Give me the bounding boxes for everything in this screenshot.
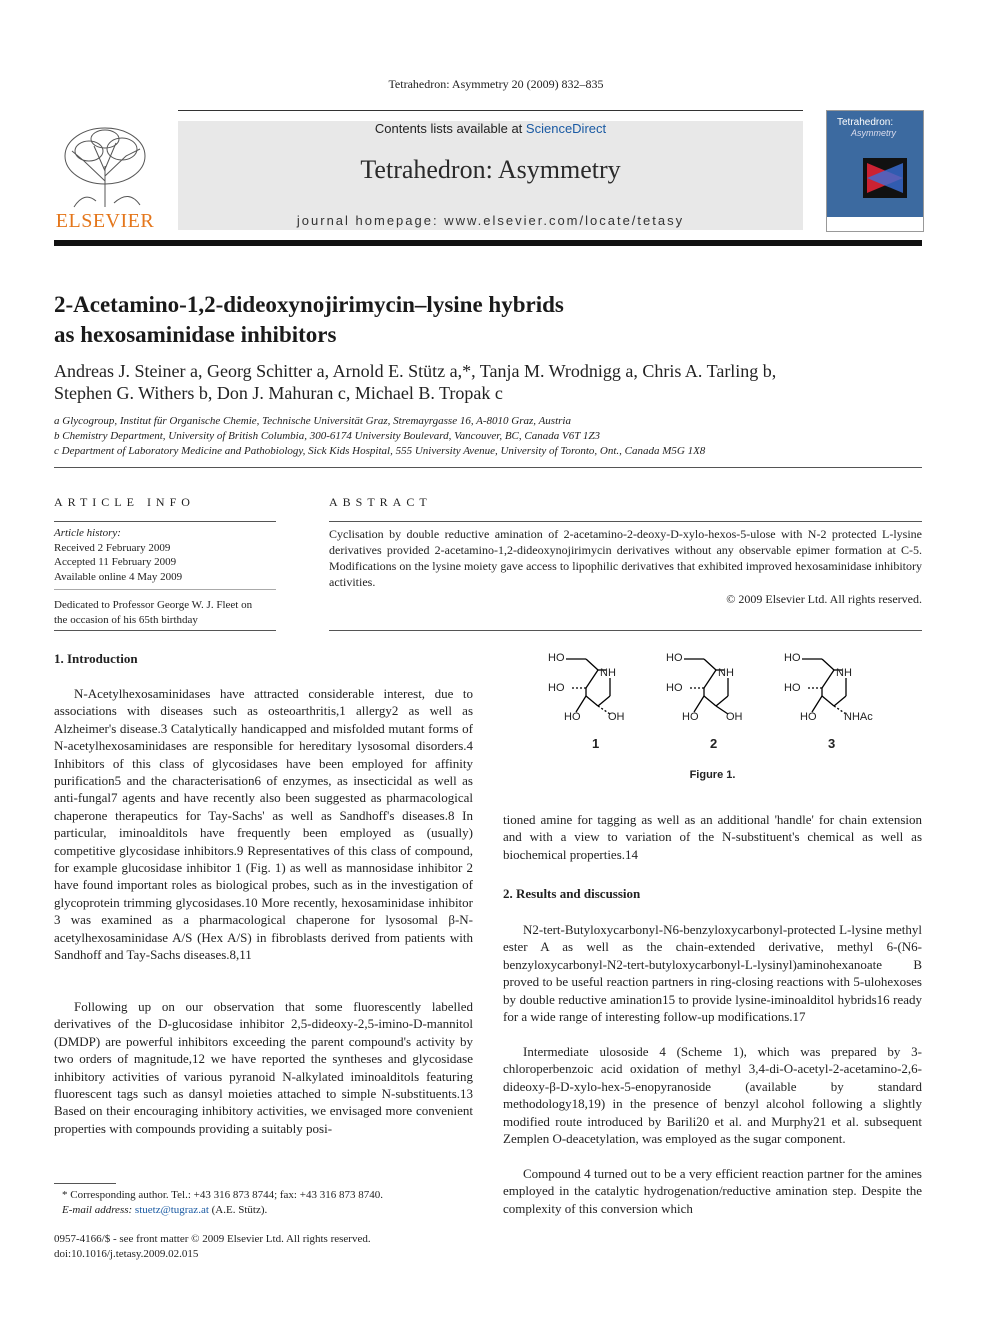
journal-citation: Tetrahedron: Asymmetry 20 (2009) 832–835 (388, 77, 604, 91)
contents-prefix: Contents lists available at (374, 121, 523, 136)
affiliation-rule (54, 467, 922, 468)
label-bottom-right: NHAc (844, 711, 873, 723)
abstract-bottom-rule (329, 630, 922, 631)
accepted-date: Accepted 11 February 2009 (54, 556, 177, 568)
cover-title: Tetrahedron: (837, 117, 894, 128)
journal-name: Tetrahedron: Asymmetry (360, 155, 621, 184)
abstract-text: Cyclisation by double reductive amination of 2-acetamino-2-deoxy-D-xylo-hexos-5-ulose with N-2 protected L-lysine derivatives provided 2-acetamino-1,2-dideoxynojirimycin derivatives without any observable epimer formation at C-5. Modifications on the lysine moiety gave access to lipophilic derivatives that exhibited improved hexosaminidase inhibitory activities. (329, 527, 922, 589)
article-info-rule (54, 521, 276, 522)
sciencedirect-link[interactable]: ScienceDirect (525, 121, 607, 136)
introduction-paragraph-2: Following up on our observation that some fluorescently labelled derivatives of the D-glucosidase inhibitor 2,5-dideoxy-2,5-imino-D-mannitol (DMDP) are powerful inhibitors exceeding the parent compound's activity by two orders of magnitude,12 we have reported the syntheses and glycosidase inhibitory activities of various pyranoid N-alkylated iminoalditols featuring fluorescent tags such as dansyl moieties attached to simple N-substituents.13 Based on their encouraging inhibitory activities, we envisaged more convenient properties with compounds providing a suitably posi- (54, 999, 473, 1136)
received-date: Received 2 February 2009 (54, 541, 171, 554)
introduction-heading: 1. Introduction (54, 651, 138, 666)
footnote-rule (54, 1183, 116, 1184)
label-ho-bottom-left: HO (682, 711, 699, 723)
journal-homepage[interactable]: journal homepage: www.elsevier.com/locate/tetasy (296, 213, 685, 228)
results-heading: 2. Results and discussion (503, 886, 641, 901)
authors-line-1: Andreas J. Steiner a, Georg Schitter a, Arnold E. Stütz a,*, Tanja M. Wrodnigg a, Chris A. Tarling b, (54, 361, 777, 381)
results-paragraph-3: Compound 4 turned out to be a very efficient reaction partner for the amines employed in the catalytic hydrogenation/reductive amination step. Despite the complexity of this conversion which (503, 1166, 922, 1216)
article-info-heading: ARTICLE INFO (54, 495, 195, 509)
label-nh: NH (718, 667, 734, 679)
label-bottom-right: OH (608, 711, 625, 723)
dedication-line-1: Dedicated to Professor George W. J. Fleet on (54, 599, 253, 611)
author-list (54, 360, 934, 404)
compound-2-structure (658, 648, 778, 758)
header-thick-rule (54, 240, 922, 246)
email-label: E-mail address: (62, 1203, 133, 1216)
journal-cover-image (826, 110, 924, 232)
email-suffix: (A.E. Stütz). (211, 1203, 268, 1216)
compound-3-structure (776, 648, 916, 758)
affiliation-c: c Department of Laboratory Medicine and Pathobiology, Sick Kids Hospital, 555 University Avenue, University of Toronto, Ont., Canada M5G 1X8 (54, 445, 706, 457)
authors-line-2: Stephen G. Withers b, Don J. Mahuran c, Michael B. Tropak c (54, 383, 503, 403)
dedication (54, 598, 294, 627)
figure-1 (540, 648, 920, 758)
elsevier-wordmark: ELSEVIER (55, 210, 155, 232)
label-ho-mid: HO (666, 682, 683, 694)
label-ho-mid: HO (548, 682, 565, 694)
history-rule (54, 589, 276, 590)
label-ho-bottom-left: HO (800, 711, 817, 723)
doi-line[interactable]: doi:10.1016/j.tetasy.2009.02.015 (54, 1247, 199, 1260)
affiliations (54, 414, 934, 459)
label-ho-top: HO (784, 652, 801, 664)
figure-1-caption: Figure 1. (689, 769, 736, 781)
article-title (54, 290, 934, 350)
title-line-1: 2-Acetamino-1,2-dideoxynojirimycin–lysine hybrids (54, 292, 564, 317)
email-line (62, 1203, 482, 1218)
compound-number: 2 (710, 736, 718, 751)
compound-1-structure (540, 648, 660, 758)
header-rule (178, 110, 803, 111)
compound-number: 3 (828, 736, 836, 751)
issn-line: 0957-4166/$ - see front matter © 2009 Elsevier Ltd. All rights reserved. (54, 1233, 371, 1245)
label-ho-bottom-left: HO (564, 711, 581, 723)
intro-continuation: tioned amine for tagging as well as an additional 'handle' for chain extension and with a view to variation of the N-substituent's chemical as well as biochemical properties.14 (503, 812, 922, 862)
author-email-link[interactable]: stuetz@tugraz.at (134, 1203, 209, 1216)
abstract-heading: ABSTRACT (329, 495, 432, 509)
affiliation-a: a Glycogroup, Institut für Organische Chemie, Technische Universität Graz, Stremayrgasse 16, A-8010 Graz, Austria (54, 415, 571, 427)
results-paragraph-2: Intermediate ulososide 4 (Scheme 1), which was prepared by 3-chloroperbenzoic acid oxidation of methyl 3,4-di-O-acetyl-2-acetamino-2,6-dideoxy-β-D-xylo-hex-5-enopyranoside (available by standard methodology18,19) in the presence of benzyl alcohol following a slightly modified route introduced by Barili20 et al. and Murphy21 et al. subsequent Zemplen O-deacetylation, was employed as the sugar component. (503, 1044, 922, 1147)
label-bottom-right: OH (726, 711, 743, 723)
history-label: Article history: (54, 527, 121, 539)
article-info-bottom-rule (54, 630, 276, 631)
compound-number: 1 (592, 736, 600, 751)
label-ho-top: HO (666, 652, 683, 664)
cover-subtitle: Asymmetry (851, 128, 896, 138)
corresponding-author-contact: * Corresponding author. Tel.: +43 316 873 8744; fax: +43 316 873 8740. (62, 1189, 383, 1201)
label-nh: NH (836, 667, 852, 679)
corresponding-author-note (62, 1188, 482, 1217)
title-line-2: as hexosaminidase inhibitors (54, 322, 337, 347)
cover-graphic (827, 148, 923, 208)
front-matter-footer (54, 1232, 474, 1261)
article-history (54, 526, 284, 584)
abstract-rule (329, 521, 922, 522)
dedication-line-2: the occasion of his 65th birthday (54, 613, 198, 626)
online-date: Available online 4 May 2009 (54, 570, 183, 583)
label-ho-top: HO (548, 652, 565, 664)
abstract-copyright: © 2009 Elsevier Ltd. All rights reserved. (726, 592, 922, 606)
cover-footer-strip (827, 217, 923, 231)
label-nh: NH (600, 667, 616, 679)
results-paragraph-1: N2-tert-Butyloxycarbonyl-N6-benzyloxycarbonyl-protected L-lysine methyl ester A as well as the chain-extended derivative, methyl 6-(N6-benzyloxycarbonyl-N2-tert-butyloxycarbonyl-L-lysinyl)aminohexanoate B proved to be useful reaction partners in ring-closing reactions with 5-ulohexoses by double reductive amination15 to provide lysine-iminoalditol hybrids16 ready for a wide range of interesting follow-up modifications.17 (503, 922, 922, 1025)
affiliation-b: b Chemistry Department, University of British Columbia, 300-6174 University Boulevard, Vancouver, BC, Canada V6T 1Z3 (54, 430, 600, 442)
label-ho-mid: HO (784, 682, 801, 694)
introduction-paragraph-1: N-Acetylhexosaminidases have attracted considerable interest, due to associations with diseases such as osteoarthritis,1 allergy2 as well as Alzheimer's disease.3 Catalytically handicapped and misfolded mutant forms of N-acetylhexosaminidases are responsible for hereditary lysosomal disorders.4 Inhibitors of this class of glycosidases have been employed for affinity purification5 and the characterisation6 of enzymes, as insecticidal as well as anti-fungal7 agents and have recently also been suggested as pharmacological chaperone therapeutics for Tay-Sachs' as well as Sandhoff's diseases.8 In particular, iminoalditols have frequently been employed as (usually) competitive glycosidase inhibitors.9 Representatives of this class of compound, for example glucosidase inhibitor 1 (Fig. 1) as well as mannosidase inhibitor 2 have found important roles as biological probes, such as in the investigation of glycoprotein trimming glycosidases.10 More recently, hexosaminidase inhibitor 3 was examined as a pharmacological chaperone for lysosomal β-N-acetylhexosaminidase A/S (Hex A/S) in fibroblasts derived from patients with Sandhoff and Tay-Sachs diseases.8,11 (54, 686, 473, 963)
contents-line (178, 121, 803, 136)
